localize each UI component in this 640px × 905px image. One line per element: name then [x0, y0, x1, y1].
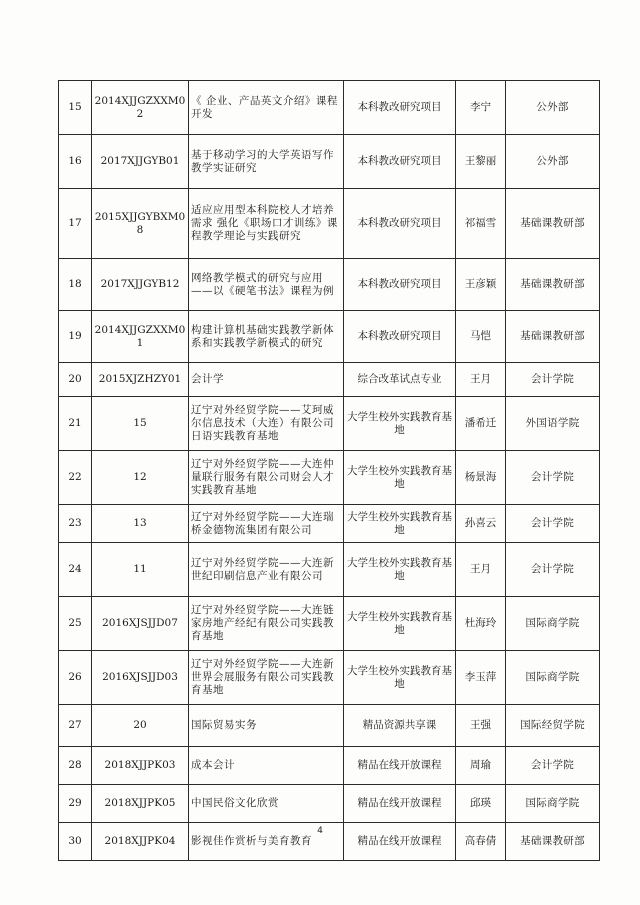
cell-project-code: 12 [92, 451, 189, 505]
cell-index: 26 [59, 651, 92, 705]
cell-project-code: 2014XJJGZXXM02 [92, 81, 189, 135]
table-row [59, 597, 600, 651]
table-row [59, 81, 600, 135]
table-row [59, 747, 600, 785]
cell-project-category: 大学生校外实践教育基地 [344, 597, 456, 651]
cell-department: 基础课教研部 [506, 259, 600, 311]
cell-project-category: 本科教改研究项目 [344, 189, 456, 259]
cell-project-name: 辽宁对外经贸学院——艾珂威尔信息技术（大连）有限公司日语实践教育基地 [189, 397, 344, 451]
table-row [59, 705, 600, 747]
cell-project-category: 本科教改研究项目 [344, 311, 456, 363]
project-table [58, 80, 600, 861]
cell-project-name: 中国民俗文化欣赏 [189, 785, 344, 823]
cell-department: 会计学院 [506, 747, 600, 785]
cell-project-name: 成本会计 [189, 747, 344, 785]
cell-project-category: 精品在线开放课程 [344, 785, 456, 823]
table-row [59, 397, 600, 451]
cell-project-category: 大学生校外实践教育基地 [344, 505, 456, 543]
cell-person-in-charge: 邱瑛 [456, 785, 506, 823]
table-body [59, 81, 600, 861]
cell-project-category: 大学生校外实践教育基地 [344, 451, 456, 505]
cell-index: 15 [59, 81, 92, 135]
cell-department: 国际商学院 [506, 651, 600, 705]
cell-project-code: 2016XJSJJD03 [92, 651, 189, 705]
cell-project-name: 影视佳作赏析与美育教育 [189, 823, 344, 861]
cell-department: 基础课教研部 [506, 823, 600, 861]
cell-project-code: 2018XJJPK05 [92, 785, 189, 823]
cell-department: 基础课教研部 [506, 189, 600, 259]
cell-person-in-charge: 祁福雪 [456, 189, 506, 259]
cell-person-in-charge: 孙喜云 [456, 505, 506, 543]
table-row [59, 505, 600, 543]
cell-department: 基础课教研部 [506, 311, 600, 363]
cell-project-code: 15 [92, 397, 189, 451]
cell-project-code: 11 [92, 543, 189, 597]
cell-person-in-charge: 王强 [456, 705, 506, 747]
cell-project-code: 2016XJSJJD07 [92, 597, 189, 651]
cell-project-name: 国际贸易实务 [189, 705, 344, 747]
cell-index: 23 [59, 505, 92, 543]
cell-department: 外国语学院 [506, 397, 600, 451]
table-row [59, 543, 600, 597]
cell-index: 25 [59, 597, 92, 651]
cell-project-code: 20 [92, 705, 189, 747]
cell-index: 21 [59, 397, 92, 451]
cell-project-name: 网络教学模式的研究与应用——以《硬笔书法》课程为例 [189, 259, 344, 311]
cell-project-code: 2015XJJGYBXM08 [92, 189, 189, 259]
cell-project-name: 辽宁对外经贸学院——大连仲量联行服务有限公司财会人才实践教育基地 [189, 451, 344, 505]
cell-project-category: 综合改革试点专业 [344, 363, 456, 397]
cell-index: 16 [59, 135, 92, 189]
cell-person-in-charge: 潘希迁 [456, 397, 506, 451]
cell-department: 会计学院 [506, 505, 600, 543]
cell-person-in-charge: 王月 [456, 363, 506, 397]
cell-project-code: 13 [92, 505, 189, 543]
cell-project-code: 2017XJJGYB12 [92, 259, 189, 311]
cell-person-in-charge: 李宁 [456, 81, 506, 135]
cell-index: 17 [59, 189, 92, 259]
cell-person-in-charge: 马恺 [456, 311, 506, 363]
cell-project-category: 本科教改研究项目 [344, 135, 456, 189]
cell-project-category: 本科教改研究项目 [344, 259, 456, 311]
table-row [59, 785, 600, 823]
table-row [59, 651, 600, 705]
cell-person-in-charge: 王黎丽 [456, 135, 506, 189]
cell-project-name: 辽宁对外经贸学院——大连链家房地产经纪有限公司实践教育基地 [189, 597, 344, 651]
cell-index: 29 [59, 785, 92, 823]
cell-project-name: 《 企业、产品英文介绍》课程开发 [189, 81, 344, 135]
cell-person-in-charge: 王彦颖 [456, 259, 506, 311]
page-number: 4 [317, 826, 323, 836]
cell-project-category: 精品在线开放课程 [344, 823, 456, 861]
table-row [59, 135, 600, 189]
table-row [59, 451, 600, 505]
cell-department: 会计学院 [506, 451, 600, 505]
cell-project-code: 2015XJZHZY01 [92, 363, 189, 397]
cell-project-category: 本科教改研究项目 [344, 81, 456, 135]
cell-person-in-charge: 李玉萍 [456, 651, 506, 705]
cell-department: 公外部 [506, 135, 600, 189]
cell-project-code: 2018XJJPK04 [92, 823, 189, 861]
cell-project-name: 构建计算机基础实践教学新体系和实践教学新模式的研究 [189, 311, 344, 363]
cell-index: 19 [59, 311, 92, 363]
cell-department: 国际商学院 [506, 597, 600, 651]
table-row [59, 189, 600, 259]
cell-project-category: 大学生校外实践教育基地 [344, 543, 456, 597]
cell-project-category: 精品资源共享课 [344, 705, 456, 747]
cell-department: 会计学院 [506, 543, 600, 597]
cell-project-name: 基于移动学习的大学英语写作教学实证研究 [189, 135, 344, 189]
cell-index: 28 [59, 747, 92, 785]
cell-project-category: 精品在线开放课程 [344, 747, 456, 785]
cell-project-name: 辽宁对外经贸学院——大连瑞桥金德物流集团有限公司 [189, 505, 344, 543]
cell-person-in-charge: 王月 [456, 543, 506, 597]
cell-project-name: 会计学 [189, 363, 344, 397]
cell-project-category: 大学生校外实践教育基地 [344, 397, 456, 451]
cell-index: 30 [59, 823, 92, 861]
cell-person-in-charge: 杜海玲 [456, 597, 506, 651]
cell-project-code: 2014XJJGZXXM01 [92, 311, 189, 363]
cell-person-in-charge: 周瑜 [456, 747, 506, 785]
cell-department: 国际商学院 [506, 785, 600, 823]
cell-person-in-charge: 高春倩 [456, 823, 506, 861]
cell-project-code: 2018XJJPK03 [92, 747, 189, 785]
table-row [59, 363, 600, 397]
cell-department: 公外部 [506, 81, 600, 135]
cell-person-in-charge: 杨景海 [456, 451, 506, 505]
cell-index: 24 [59, 543, 92, 597]
cell-index: 18 [59, 259, 92, 311]
cell-index: 22 [59, 451, 92, 505]
cell-project-code: 2017XJJGYB01 [92, 135, 189, 189]
cell-department: 国际经贸学院 [506, 705, 600, 747]
table-row [59, 311, 600, 363]
cell-project-category: 大学生校外实践教育基地 [344, 651, 456, 705]
cell-project-name: 辽宁对外经贸学院——大连新世纪印刷信息产业有限公司 [189, 543, 344, 597]
cell-project-name: 适应应用型本科院校人才培养需求 强化《职场口才训练》课程教学理论与实践研究 [189, 189, 344, 259]
cell-index: 27 [59, 705, 92, 747]
cell-department: 会计学院 [506, 363, 600, 397]
cell-project-name: 辽宁对外经贸学院——大连新世界会展服务有限公司实践教育基地 [189, 651, 344, 705]
table-row [59, 259, 600, 311]
cell-index: 20 [59, 363, 92, 397]
